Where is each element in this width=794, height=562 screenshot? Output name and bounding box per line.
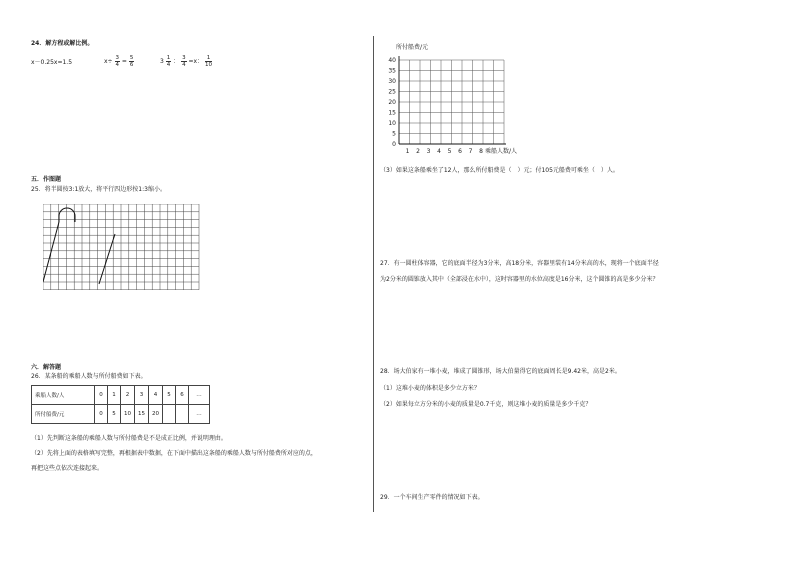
eq3-fraction-2: $\frac{1}{4}$ (166, 55, 171, 68)
q24-equation-1: x－0.25x=1.5 (31, 59, 73, 66)
graph-x-tick: 5 (447, 148, 452, 155)
eq3-fraction-3: $\frac{1}{10}$ (205, 55, 213, 68)
q26-part1: （1）先判断这条船的乘船人数与所付船费是不是成正比例，并说明理由。 (31, 435, 227, 442)
graph-x-tick: 1 (405, 148, 410, 155)
table-header-fare: 所付船费/元 (32, 405, 95, 424)
q26-part2-line2: 再把这些点依次连接起来。 (31, 465, 104, 472)
table-cell: 0 (95, 405, 108, 424)
q24-title: 24．解方程或解比例。 (31, 40, 94, 47)
eq2-lhs: x÷ (104, 58, 113, 65)
graph-x-label: 乘船人数/人 (485, 148, 518, 155)
q28-part2: （2）如果每立方分米的小麦的质量是0.7千克，则这堆小麦的质量是多少千克？ (380, 401, 592, 408)
q25-text: 25．将半圆按3:1放大，将平行四边形按1:3缩小。 (31, 186, 166, 193)
table-cell: 2 (121, 386, 135, 405)
q28-intro: 28．场大伯家有一堆小麦，堆成了圆锥形，场大伯量得它的底面周长是9.42米，高是2米。 (380, 368, 621, 375)
table-cell: 4 (149, 386, 163, 405)
column-divider (373, 36, 374, 512)
graph-x-tick: 2 (416, 148, 420, 155)
graph-x-tick: 4 (437, 148, 441, 155)
section5-title: 五．作图题 (31, 176, 62, 183)
graph-x-tick: 7 (468, 148, 473, 155)
table-cell: 20 (149, 405, 163, 424)
q27-line2: 为2分米的圆锥放入其中（全部浸在水中），这时容器里的水位高度是16分米，这个圆锥的高是多少分米？ (380, 276, 659, 283)
graph-y-tick: 30 (388, 78, 396, 85)
table-header-passengers: 乘船人数/人 (32, 386, 95, 405)
q29-text: 29．一个车间生产零件的情况如下表。 (380, 494, 484, 501)
q26-intro: 26．某条船的乘船人数与所付船费如下表。 (31, 373, 147, 380)
eq2-fraction-1: $\frac{3}{4}$ (115, 55, 119, 68)
section6-title: 六．解答题 (31, 364, 62, 371)
graph-y-label: 所付船费/元 (396, 44, 429, 51)
parallelogram-edge-right (99, 234, 115, 284)
drawing-grid (43, 204, 203, 290)
q27-line1: 27．有一圆柱体容器，它的底面半径为3分米，高18分米，容器里装有14分米高的水，现将一个底面半径 (380, 260, 659, 267)
q26-part2-line1: （2）先将上面的表格填写完整，再根据表中数据，在下面中描出这条船的乘船人数与所付船费所对应的点， (31, 450, 317, 457)
table-cell: 6 (176, 386, 189, 405)
table-cell: 5 (163, 386, 176, 405)
eq3-fraction-1: $\frac{3}{4}$ (182, 55, 186, 68)
table-cell (176, 405, 189, 424)
graph-x-tick: 8 (479, 148, 483, 155)
q24-equation-2 (104, 54, 134, 70)
table-cell: 10 (121, 405, 135, 424)
graph-y-tick: 35 (388, 67, 396, 75)
fare-graph (380, 52, 540, 162)
semicircle-shape (59, 208, 75, 222)
table-cell (163, 405, 176, 424)
graph-y-tick: 15 (388, 109, 396, 117)
graph-y-tick: 40 (388, 57, 396, 64)
graph-y-tick: 25 (388, 88, 396, 96)
table-cell: 1 (108, 386, 121, 405)
eq2-fraction-2: $\frac{5}{6}$ (129, 55, 134, 68)
table-cell: … (189, 386, 210, 405)
table-row (32, 386, 210, 405)
table-cell: 0 (95, 386, 108, 405)
eq3-op: ： (173, 58, 180, 65)
graph-x-tick: 6 (458, 148, 462, 155)
q28-part1: （1）这堆小麦的体积是多少立方米？ (380, 385, 480, 392)
fare-table (31, 385, 210, 424)
graph-y-tick: 20 (388, 99, 396, 106)
eq3-whole: 3 (160, 58, 164, 65)
eq2-op: = (121, 58, 127, 65)
graph-y-tick: 5 (392, 130, 396, 138)
eq3-rhs: =x： (188, 58, 204, 65)
table-cell: 3 (135, 386, 149, 405)
q24-equation-3 (160, 54, 212, 70)
table-cell: … (189, 405, 210, 424)
table-cell: 15 (135, 405, 149, 424)
graph-origin-label: 0 (392, 141, 396, 148)
table-row (32, 405, 210, 424)
graph-y-tick: 10 (388, 120, 396, 127)
q26-part3: （3）如果这条船乘坐了12人，那么所付船费是（ ）元；付105元船费可乘坐（ ）人。 (380, 167, 619, 174)
graph-x-tick: 3 (426, 148, 431, 155)
table-cell: 5 (108, 405, 121, 424)
